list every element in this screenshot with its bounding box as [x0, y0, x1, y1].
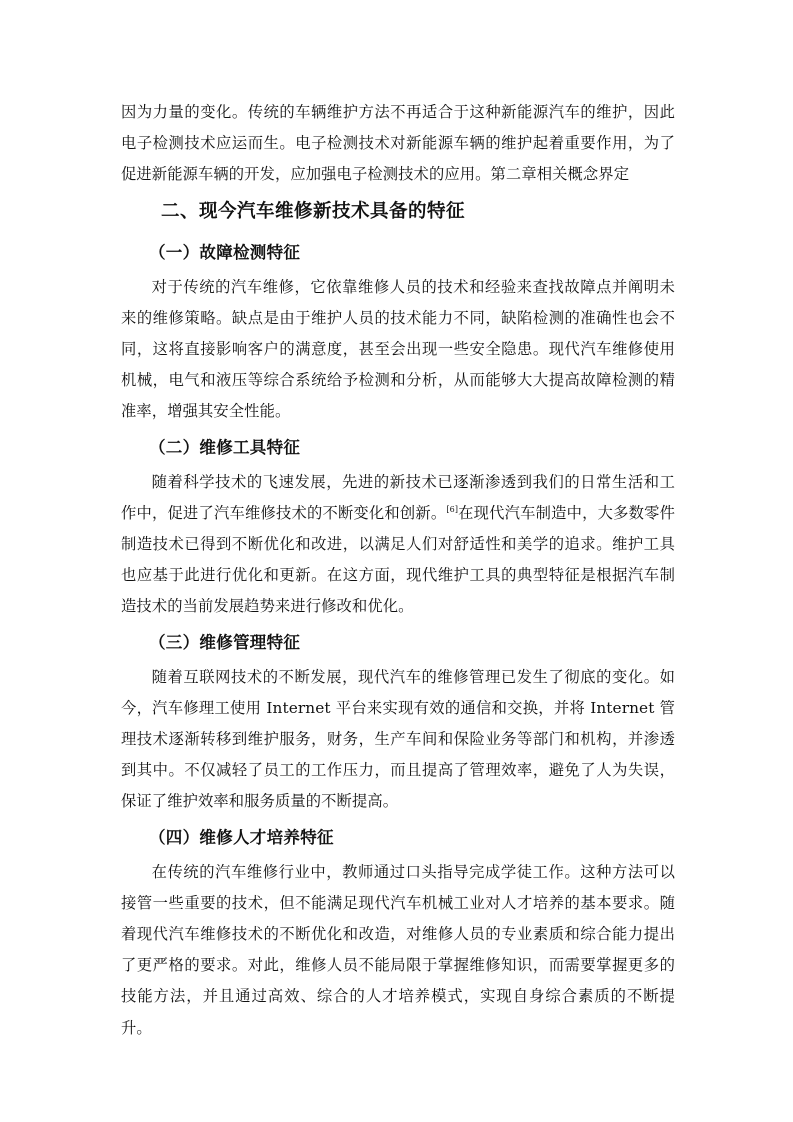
paragraph-repair-tools — [121, 467, 675, 623]
subsection-heading-repair-management: （三）维修管理特征 — [149, 632, 301, 652]
subsection-heading-fault-detection: （一）故障检测特征 — [149, 242, 301, 262]
intro-paragraph: 因为力量的变化。传统的车辆维护方法不再适合于这种新能源汽车的维护，因此电子检测技术应运而生。电子检测技术对新能源车辆的维护起着重要作用，为了促进新能源车辆的开发，应加强电子检测技术的应用。第二章相关概念界定 — [121, 103, 675, 184]
section-heading: 二、现今汽车维修新技术具备的特征 — [161, 200, 466, 222]
citation-reference: [6] — [446, 504, 459, 514]
subsection-heading-talent-training: （四）维修人才培养特征 — [149, 827, 334, 847]
paragraph-repair-tools-part1: 随着科学技术的飞速发展，先进的新技术已逐渐渗透到我们的日常生活和工作中，促进了汽车维修技术的不断变化和创新。 — [121, 472, 675, 522]
paragraph-talent-training: 在传统的汽车维修行业中，教师通过口头指导完成学徒工作。这种方法可以接管一些重要的技术，但不能满足现代汽车机械工业对人才培养的基本要求。随着现代汽车维修技术的不断优化和改造，对维修人员的专业素质和综合能力提出了更严格的要求。对此，维修人员不能局限于掌握维修知识，而需要掌握更多的技能方法，并且通过高效、综合的人才培养模式，实现自身综合素质的不断提升。 — [121, 862, 675, 1037]
document-body — [121, 97, 675, 1044]
subsection-heading-repair-tools: （二）维修工具特征 — [149, 437, 301, 457]
paragraph-repair-management: 随着互联网技术的不断发展，现代汽车的维修管理已发生了彻底的变化。如今，汽车修理工使用 Internet 平台来实现有效的通信和交换，并将 Internet 管理技术逐渐转移到维护服务，财务，生产车间和保险业务等部门和机构，并渗透到其中。不仅减轻了员工的工作压力，而且提高了管理效率，避免了人为失误，保证了维护效率和服务质量的不断提高。 — [121, 667, 675, 811]
paragraph-repair-tools-part2: 在现代汽车制造中，大多数零件制造技术已得到不断优化和改进，以满足人们对舒适性和美学的追求。维护工具也应基于此进行优化和更新。在这方面，现代维护工具的典型特征是根据汽车制造技术的当前发展趋势来进行修改和优化。 — [121, 503, 676, 616]
paragraph-fault-detection: 对于传统的汽车维修，它依靠维修人员的技术和经验来查找故障点并阐明未来的维修策略。缺点是由于维护人员的技术能力不同，缺陷检测的准确性也会不同，这将直接影响客户的满意度，甚至会出现一些安全隐患。现代汽车维修使用机械，电气和液压等综合系统给予检测和分析，从而能够大大提高故障检测的精准率，增强其安全性能。 — [121, 277, 675, 421]
